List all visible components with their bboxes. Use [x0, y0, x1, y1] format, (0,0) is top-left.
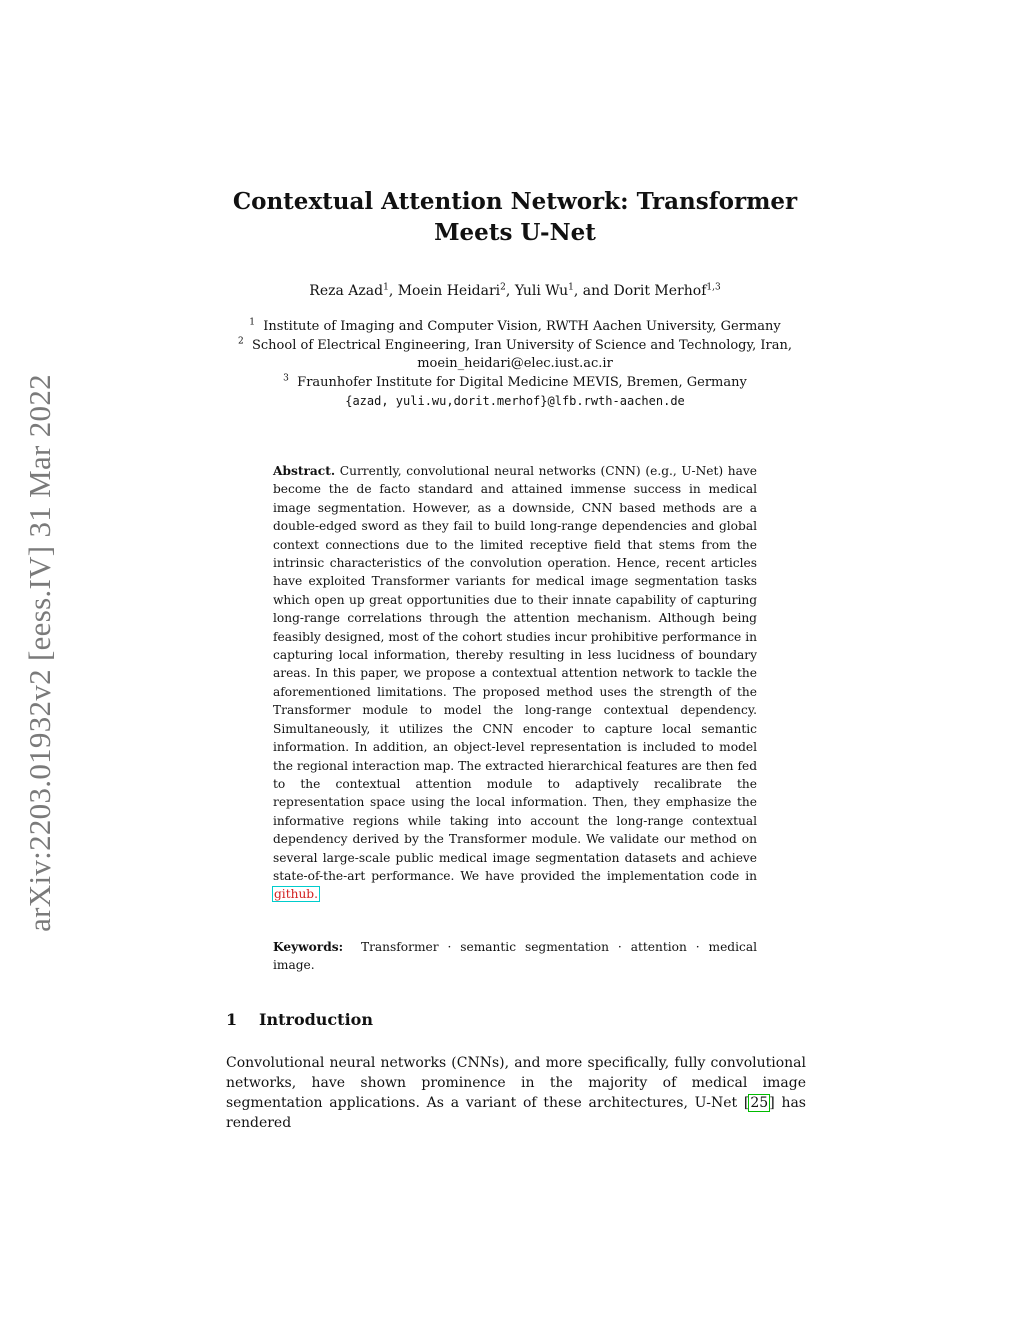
- arxiv-stamp: [20, 350, 60, 955]
- author-list: [150, 283, 880, 299]
- affiliation-text: Fraunhofer Institute for Digital Medicine MEVIS, Bremen, Germany: [297, 374, 747, 390]
- abstract-text: Currently, convolutional neural networks (CNN) (e.g., U-Net) have become the de facto standard and attained immense success in medical image segmentation. However, as a downside, CNN based methods are a double-edged sword as they fail to build long-range dependencies and global context connections due to the limited receptive field that stems from the intrinsic characteristics of the convolution operation. Hence, recent articles have exploited Transformer variants for medical image segmentation tasks which open up great opportunities due to their innate capability of capturing long-range correlations through the attention mechanism. Although being feasibly designed, most of the cohort studies incur prohibitive performance in capturing local information, thereby resulting in less lucidness of boundary areas. In this paper, we propose a contextual attention network to tackle the aforementioned limitations. The proposed method uses the strength of the Transformer module to model the long-range contextual dependency. Simultaneously, it utilizes the CNN encoder to capture local semantic information. In addition, an object-level representation is included to model the regional interaction map. The extracted hierarchical features are then fed to the contextual attention module to adaptively recalibrate the representation space using the local information. Then, they emphasize the informative regions while taking into account the long-range contextual dependency derived by the Transformer module. We validate our method on several large-scale public medical image segmentation datasets and achieve state-of-the-art performance. We have provided the implementation code in: [273, 464, 758, 883]
- abstract-label: Abstract.: [273, 464, 336, 478]
- affiliation-sup: 3: [283, 373, 289, 384]
- section-heading: [226, 1010, 373, 1029]
- abstract: [273, 462, 757, 904]
- section-number: 1: [226, 1010, 238, 1029]
- affiliation-text: Institute of Imaging and Computer Vision, RWTH Aachen University, Germany: [263, 319, 781, 334]
- author-affil-sup: 1: [568, 282, 574, 293]
- affiliation-email: moein_heidari@elec.iust.ac.ir: [417, 356, 613, 371]
- author-name: Yuli Wu: [514, 283, 569, 299]
- arxiv-stamp-text: arXiv:2203.01932v2 [eess.IV] 31 Mar 2022: [22, 373, 58, 932]
- author-affil-sup: 2: [500, 282, 506, 293]
- title-line-2: Meets U-Net: [434, 219, 596, 246]
- intro-paragraph: Convolutional neural networks (CNNs), and more specifically, fully convolutional networks, have shown prominence in the majority of medical image segmentation applications. As a variant of these architectures, U-Net [25] has rendered: [226, 1055, 806, 1131]
- keywords: [273, 938, 757, 975]
- section-title: Introduction: [259, 1010, 373, 1029]
- author-separator: ,: [505, 283, 515, 299]
- github-link[interactable]: github.: [274, 887, 318, 902]
- intro-text: Convolutional neural networks (CNNs), and more specifically, fully convolutional networks, have shown prominence in the majority of medical image segmentation applications. As a variant of these architectures, U-Net: [226, 1055, 806, 1111]
- author-separator: ,: [388, 283, 398, 299]
- author-separator: , and: [573, 283, 614, 299]
- affiliations: [150, 318, 880, 411]
- keywords-label: Keywords:: [273, 940, 344, 954]
- author-name: Reza Azad: [309, 283, 384, 299]
- affiliation-email: {azad, yuli.wu,dorit.merhof}@lfb.rwth-aachen.de: [345, 394, 685, 408]
- affiliation-text: School of Electrical Engineering, Iran University of Science and Technology, Iran,: [252, 337, 792, 353]
- affiliation-line: [150, 374, 880, 393]
- author-affil-sup: 1,3: [706, 282, 721, 293]
- author-name: Moein Heidari: [397, 283, 501, 299]
- affiliation-sup: 2: [238, 336, 244, 347]
- author-affil-sup: 1: [383, 282, 389, 293]
- affiliation-line: [150, 337, 880, 356]
- author-name: Dorit Merhof: [613, 283, 707, 299]
- paper-title: [150, 186, 880, 248]
- title-line-1: Contextual Attention Network: Transformer: [232, 188, 798, 215]
- keywords-text: Transformer · semantic segmentation · attention · medical image.: [273, 940, 757, 973]
- citation-link[interactable]: 25: [750, 1095, 769, 1111]
- affiliation-line: [150, 318, 880, 337]
- intro-text-continued: has rendered: [226, 1095, 806, 1131]
- affiliation-sup: 1: [249, 317, 255, 328]
